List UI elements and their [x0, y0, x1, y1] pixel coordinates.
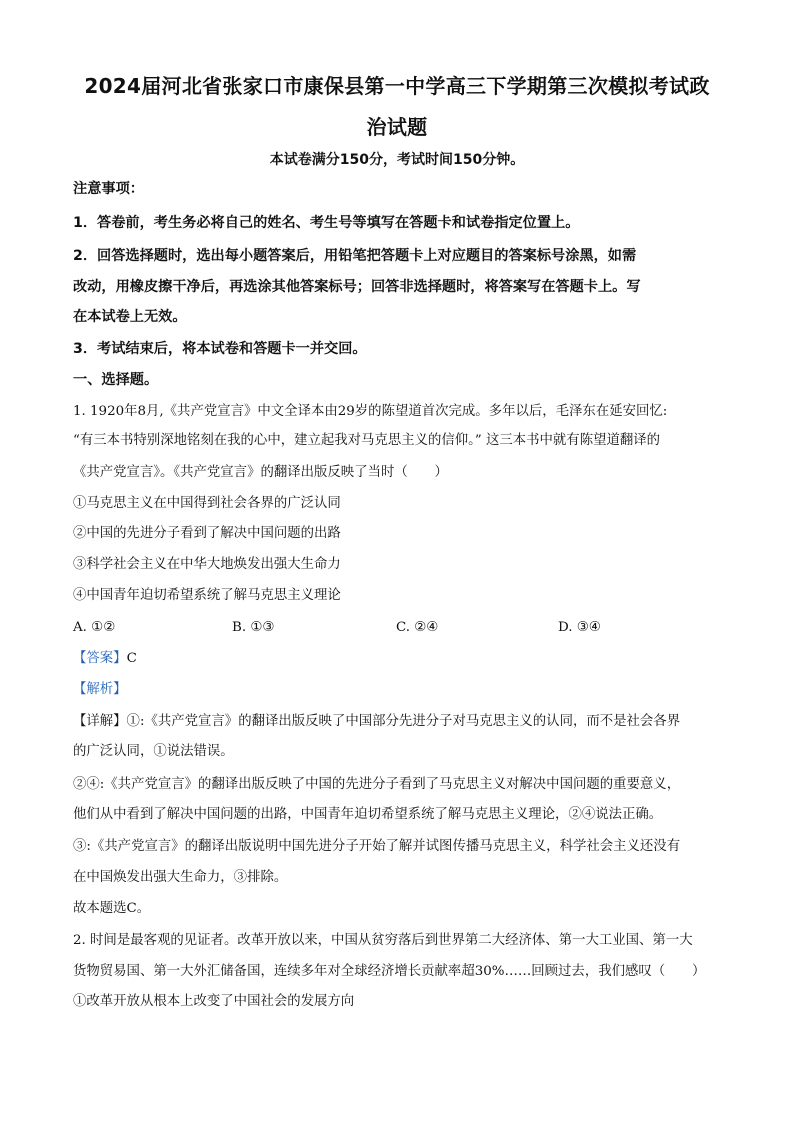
exam-info: 本试卷满分150分，考试时间150分钟。: [269, 152, 525, 168]
answer-value: C: [126, 651, 137, 666]
q1-option-a: A. ①②: [73, 620, 116, 635]
document-title-line2: 治试题: [366, 115, 428, 139]
q1-stem-line: “有三本书特别深地铭刻在我的心中，建立起我对马克思主义的信仰。” 这三本书中就有陈望道翻译的: [73, 433, 661, 448]
section-heading: 一、选择题。: [73, 372, 159, 388]
q1-option-d: D. ③④: [558, 620, 601, 635]
notes-heading: 注意事项：: [73, 181, 144, 197]
note-line: 在本试卷上无效。: [73, 309, 187, 325]
answer-tag: 【答案】: [73, 651, 127, 666]
q1-statement: ①马克思主义在中国得到社会各界的广泛认同: [73, 496, 341, 511]
q1-detail-line: 他们从中看到了解决中国问题的出路，中国青年迫切希望系统了解马克思主义理论，②④说法正确。: [73, 807, 663, 822]
q1-stem-line: 1. 1920年8月,《共产党宣言》中文全译本由29岁的陈望道首次完成。多年以后，毛泽东在延安回忆:: [73, 404, 668, 419]
q1-answer: [73, 649, 723, 669]
q1-statement: ④中国青年迫切希望系统了解马克思主义理论: [73, 588, 341, 603]
q1-option-c: C. ②④: [396, 620, 439, 635]
q1-detail-line: 的广泛认同，①说法错误。: [73, 744, 234, 759]
q1-statement: ③科学社会主义在中华大地焕发出强大生命力: [73, 557, 341, 572]
note-line: 改动，用橡皮擦干净后，再选涂其他答案标号；回答非选择题时，将答案写在答题卡上。写: [73, 279, 641, 295]
note-line: 2．回答选择题时，选出每小题答案后，用铅笔把答题卡上对应题目的答案标号涂黑，如需: [73, 248, 637, 264]
q1-detail-line: 在中国焕发出强大生命力，③排除。: [73, 870, 288, 885]
document-title-line1: 2024届河北省张家口市康保县第一中学高三下学期第三次模拟考试政: [84, 74, 710, 98]
q1-stem-line: 《共产党宣言》。《共产党宣言》的翻译出版反映了当时（ ）: [73, 465, 448, 480]
q1-detail-line: 故本题选C。: [73, 901, 151, 916]
q1-statement: ②中国的先进分子看到了解决中国问题的出路: [73, 526, 341, 541]
q1-option-b: B. ①③: [232, 620, 275, 635]
note-line: 3．考试结束后，将本试卷和答题卡一并交回。: [73, 341, 367, 357]
q2-stem-line: 2. 时间是最客观的见证者。改革开放以来，中国从贫穷落后到世界第二大经济体、第一大工业国、第一大: [73, 933, 693, 948]
q1-detail-line: 【详解】①:《共产党宣言》的翻译出版反映了中国部分先进分子对马克思主义的认同，而不是社会各界: [73, 714, 681, 729]
q2-stem-line: 货物贸易国、第一大外汇储备国，连续多年对全球经济增长贡献率超30%……回顾过去，我们感叹（ ）: [73, 964, 706, 979]
analysis-tag: 【解析】: [73, 682, 127, 697]
q1-detail-line: ③:《共产党宣言》的翻译出版说明中国先进分子开始了解并试图传播马克思主义，科学社会主义还没有: [73, 839, 681, 854]
q2-statement: ①改革开放从根本上改变了中国社会的发展方向: [73, 994, 355, 1009]
note-line: 1．答卷前，考生务必将自己的姓名、考生号等填写在答题卡和试卷指定位置上。: [73, 215, 580, 231]
q1-detail-line: ②④:《共产党宣言》的翻译出版反映了中国的先进分子看到了马克思主义对解决中国问题的重要意义，: [73, 777, 681, 792]
